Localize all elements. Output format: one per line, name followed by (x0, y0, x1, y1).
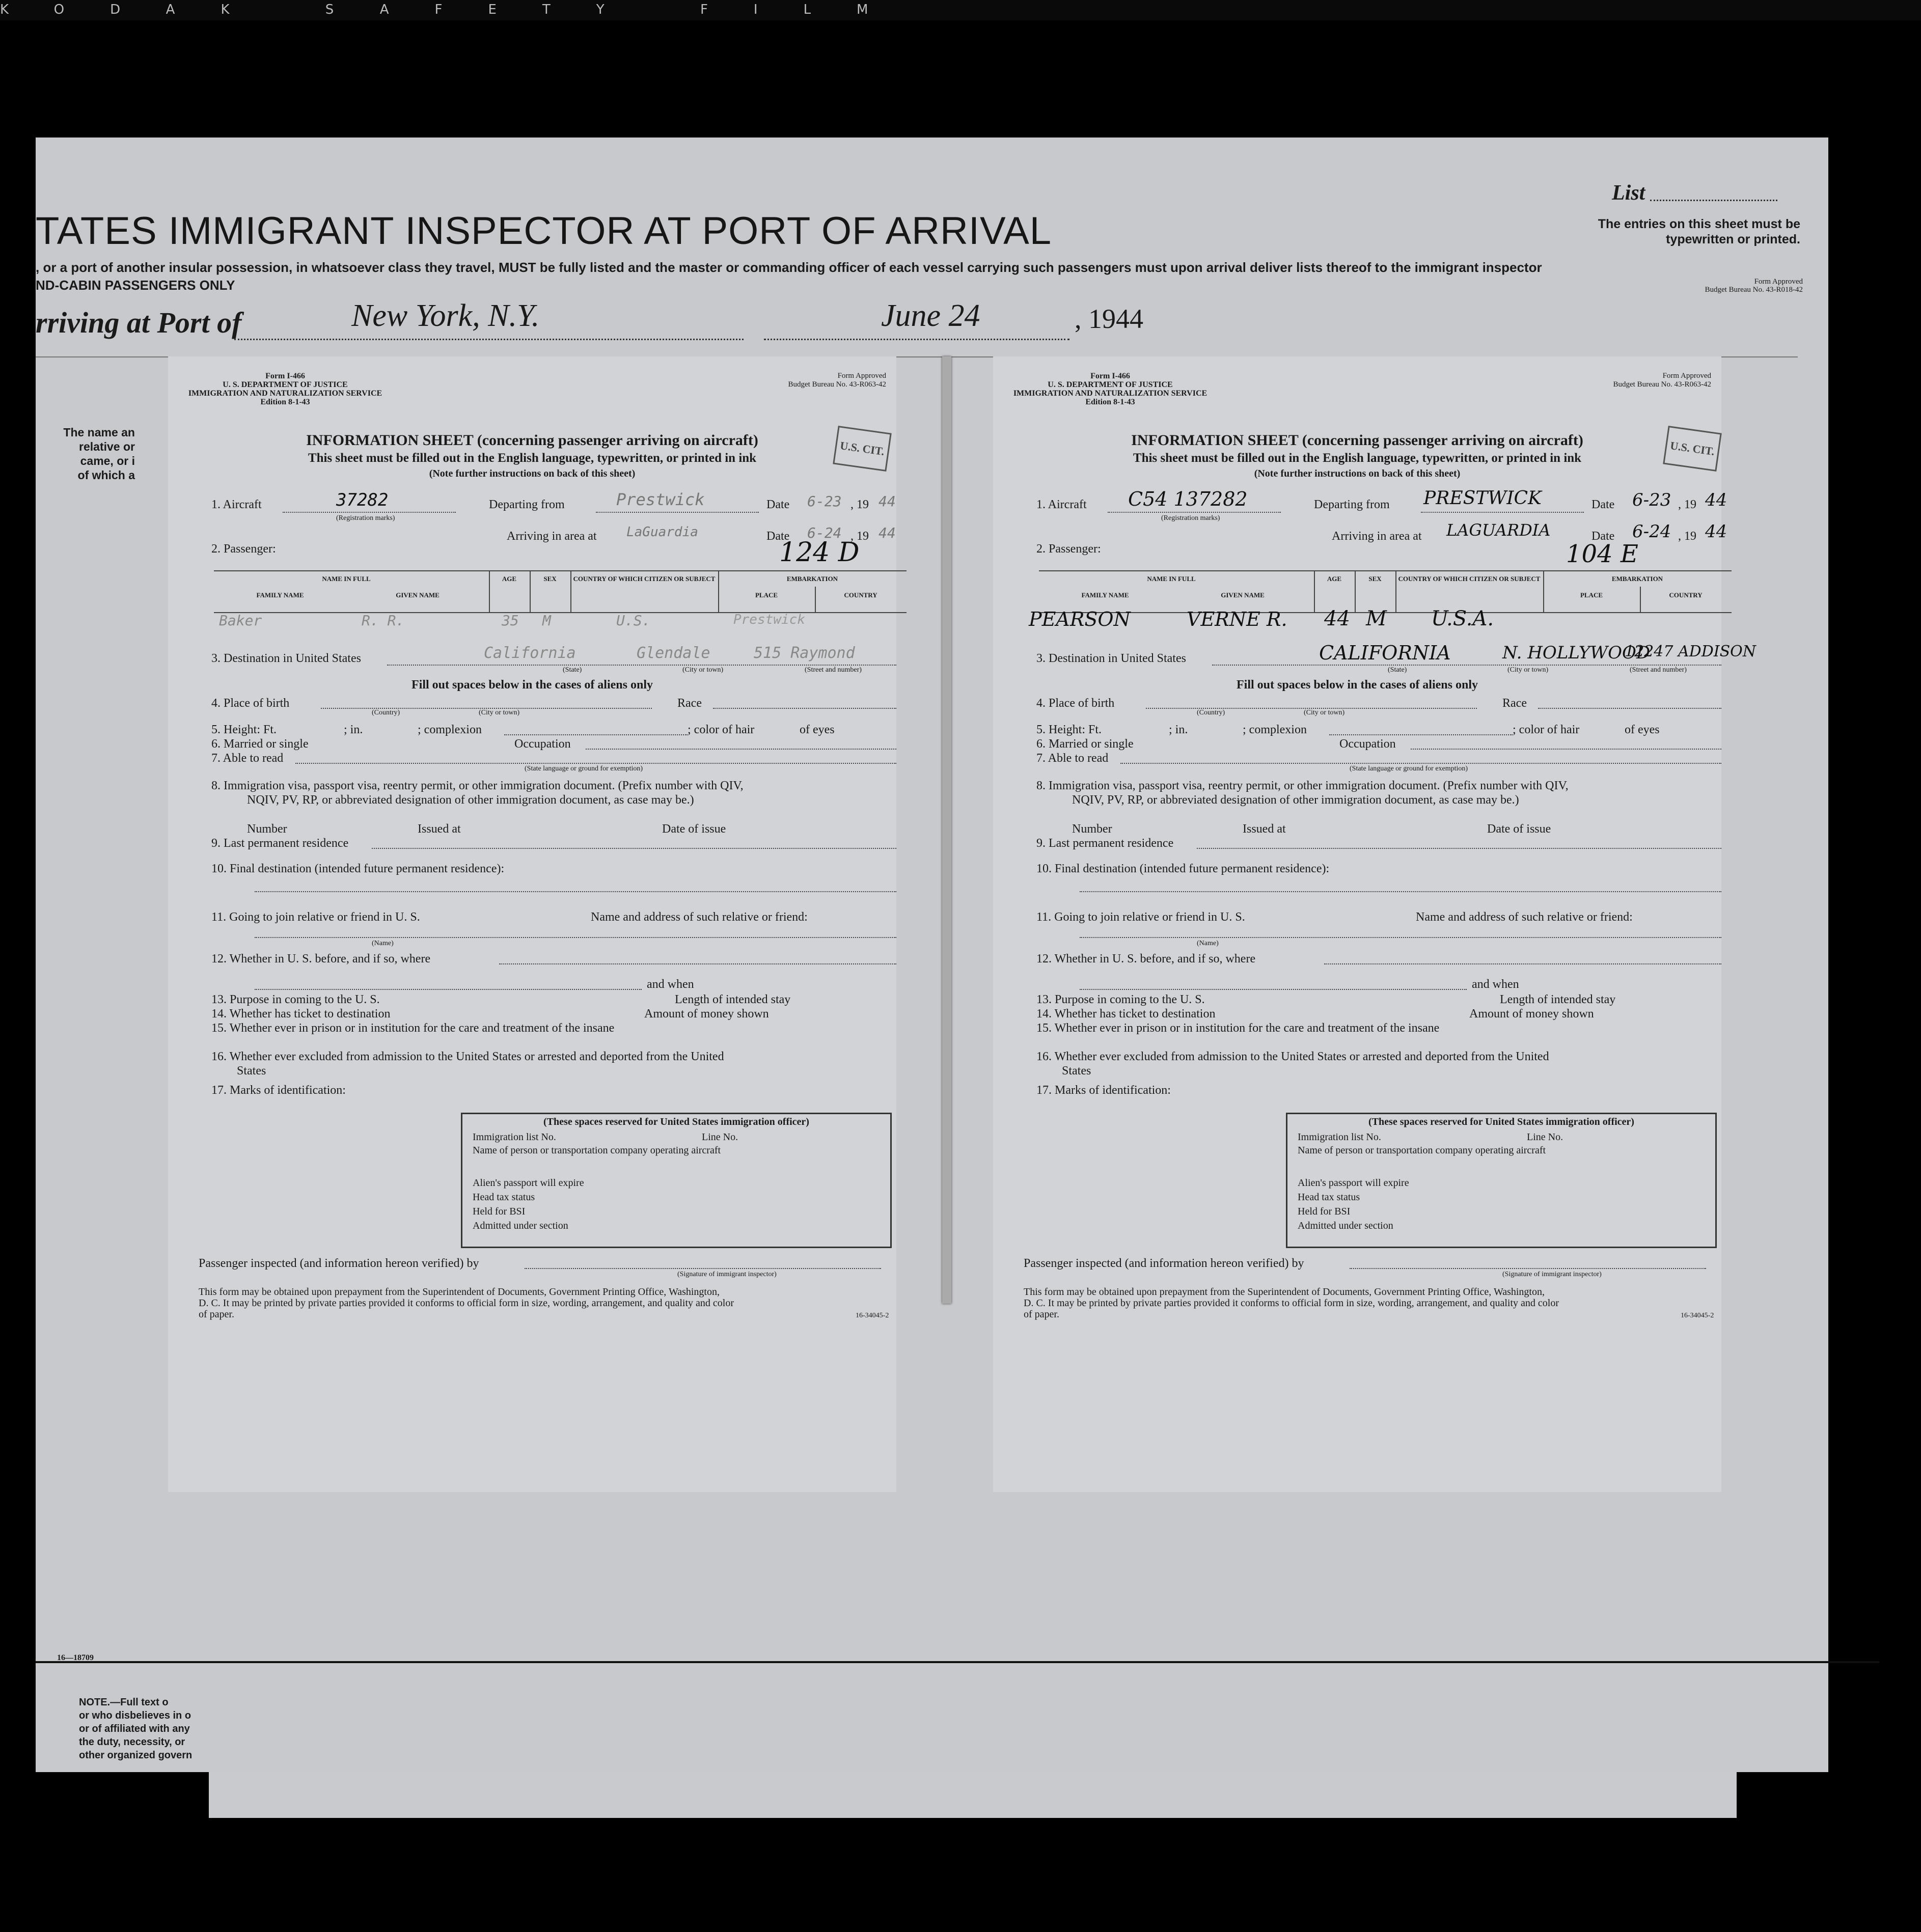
number-label: Number (247, 822, 287, 836)
sheet-title: INFORMATION SHEET (concerning passenger arriving on aircraft) (306, 432, 758, 449)
item-13: 13. Purpose in coming to the U. S. (1036, 993, 1205, 1006)
item-12: 12. Whether in U. S. before, and if so, where (1036, 952, 1256, 965)
eyes-label: of eyes (800, 723, 835, 736)
passenger-table (1029, 570, 1732, 630)
passport-label: Alien's passport will expire (1298, 1177, 1409, 1189)
list-label: List (1612, 181, 1645, 205)
item-16: 16. Whether ever excluded from admission to the United States or arrested and deported from the United (211, 1050, 724, 1063)
item-14: 14. Whether has ticket to destination (211, 1007, 391, 1020)
admitted-label: Admitted under section (1298, 1220, 1393, 1231)
item-8: 8. Immigration visa, passport visa, reentry permit, or other immigration document. (Prefix number with QIV, (1036, 779, 1569, 792)
item-10: 10. Final destination (intended future permanent residence): (211, 862, 505, 875)
money-label: Amount of money shown (1469, 1007, 1594, 1020)
sex-header: SEX (543, 575, 557, 583)
hair-label: ; color of hair (1513, 723, 1580, 736)
arrival-date-label: Date (766, 530, 790, 543)
destination-label: 3. Destination in United States (1036, 652, 1186, 665)
signature-sub: (Signature of immigrant inspector) (677, 1271, 777, 1278)
age-value: 44 (1324, 607, 1350, 630)
citizen-header: COUNTRY OF WHICH CITIZEN OR SUBJECT (573, 575, 716, 583)
destination-street: 515 Raymond (754, 644, 855, 662)
citizen-stamp: U.S. CIT. (1663, 426, 1722, 472)
occupation-label: Occupation (514, 737, 571, 751)
signature-sub: (Signature of immigrant inspector) (1502, 1271, 1602, 1278)
race-label: Race (677, 697, 702, 710)
embarkation-place-header: PLACE (755, 591, 778, 599)
citizen-header: COUNTRY OF WHICH CITIZEN OR SUBJECT (1398, 575, 1541, 583)
arriving-area-label: Arriving in area at (1332, 530, 1422, 543)
arrival-date-value: 6-24 (1632, 521, 1671, 542)
embarkation-header: EMBARKATION (786, 575, 838, 583)
sex-header: SEX (1368, 575, 1382, 583)
country-sub: (Country) (1197, 709, 1225, 716)
item-8-cont: NQIV, PV, RP, or abbreviated designation of other immigration document, as case may be.) (1072, 793, 1519, 807)
item-10: 10. Final destination (intended future permanent residence): (1036, 862, 1330, 875)
typed-note: The entries on this sheet must be typewritten or printed. (1598, 217, 1800, 246)
state-sub: (State) (1388, 666, 1407, 674)
sex-value: M (1366, 607, 1387, 630)
sheet-instruction: This sheet must be filled out in the English language, typewritten, or printed in ink (308, 451, 757, 465)
given-name-value: R. R. (362, 612, 405, 629)
departure-date: 6-23 (807, 493, 842, 510)
form-approved: Form Approved Budget Bureau No. 43-R063-42 (788, 372, 886, 389)
operator-label: Name of person or transportation company operating aircraft (1298, 1145, 1546, 1156)
length-stay-label: Length of intended stay (675, 993, 791, 1006)
and-when-label: and when (1472, 978, 1519, 991)
city-sub: (City or town) (1507, 666, 1549, 674)
departing-label: Departing from (489, 498, 565, 511)
item-15: 15. Whether ever in prison or in institution for the care and treatment of the insane (211, 1022, 615, 1035)
given-name-header: GIVEN NAME (396, 591, 440, 599)
eyes-label: of eyes (1625, 723, 1660, 736)
money-label: Amount of money shown (644, 1007, 769, 1020)
sex-value: M (542, 612, 551, 629)
date-label: Date (1591, 498, 1615, 511)
age-header: AGE (502, 575, 517, 583)
form-footer: This form may be obtained upon prepayment from the Superintendent of Documents, Government Printing Office, Washington, D. C. It may be printed by private parties provided it conforms to official form in size, wording, arrangement, and quality and color of paper. (1024, 1286, 1559, 1320)
sheet-note: (Note further instructions on back of this sheet) (1254, 468, 1461, 479)
destination-label: 3. Destination in United States (211, 652, 361, 665)
date-label: Date (766, 498, 790, 511)
item-16-cont: States (237, 1064, 266, 1078)
name-sub: (Name) (1197, 940, 1219, 947)
aircraft-label: 1. Aircraft (1036, 498, 1087, 511)
name-in-full-header: NAME IN FULL (1147, 575, 1196, 583)
street-sub: (Street and number) (1630, 666, 1687, 674)
given-name-header: GIVEN NAME (1221, 591, 1265, 599)
issued-at-label: Issued at (1243, 822, 1286, 836)
destination-state: California (484, 644, 576, 662)
complexion-label: ; complexion (418, 723, 482, 736)
left-margin-text: The name an relative or came, or i of which a (63, 426, 135, 482)
date-of-issue-label: Date of issue (662, 822, 726, 836)
destination-city: N. HOLLYWOOD (1502, 643, 1651, 663)
line-no-label: Line No. (1527, 1131, 1563, 1143)
age-value: 35 (502, 612, 519, 629)
item-7: 7. Able to read (211, 752, 284, 765)
form-number: Form I-466 U. S. DEPARTMENT OF JUSTICE IMMIGRATION AND NATURALIZATION SERVICE Edition 8-1-43 (188, 372, 382, 406)
arrival-year-value: 44 (879, 525, 896, 541)
aircraft-value: 37282 (336, 490, 389, 510)
admitted-label: Admitted under section (473, 1220, 568, 1231)
bsi-label: Held for BSI (1298, 1206, 1351, 1217)
item-6: 6. Married or single (211, 737, 309, 751)
name-in-full-header: NAME IN FULL (322, 575, 371, 583)
passenger-label: 2. Passenger: (1036, 542, 1101, 556)
relative-label: Name and address of such relative or friend: (1416, 910, 1633, 924)
family-name-value: PEARSON (1029, 608, 1131, 630)
family-name-header: FAMILY NAME (1081, 591, 1129, 599)
item-4: 4. Place of birth (211, 697, 290, 710)
street-sub: (Street and number) (805, 666, 862, 674)
film-edge-text: KODAK SAFETY FILM (0, 2, 914, 17)
citizen-value: U.S. (616, 612, 651, 629)
arrival-year-prefix: , 19 (1678, 530, 1696, 543)
given-name-value: VERNE R. (1187, 608, 1287, 630)
reserved-title: (These spaces reserved for United States immigration officer) (1368, 1116, 1634, 1127)
item-8-cont: NQIV, PV, RP, or abbreviated designation of other immigration document, as case may be.) (247, 793, 694, 807)
head-tax-label: Head tax status (473, 1192, 535, 1203)
list-number-line (1650, 200, 1777, 201)
form-footer: This form may be obtained upon prepayment from the Superintendent of Documents, Government Printing Office, Washington, D. C. It may be printed by private parties provided it conforms to official form in size, wording, arrangement, and quality and color of paper. (199, 1286, 734, 1320)
destination-city: Glendale (637, 644, 710, 662)
family-name-value: Baker (219, 612, 262, 629)
item-17: 17. Marks of identification: (1036, 1084, 1171, 1097)
item-11: 11. Going to join relative or friend in U. S. (1036, 910, 1245, 924)
departure-date: 6-23 (1632, 490, 1671, 510)
relative-label: Name and address of such relative or friend: (591, 910, 808, 924)
information-sheet-right (993, 356, 1756, 1492)
age-header: AGE (1327, 575, 1342, 583)
length-stay-label: Length of intended stay (1500, 993, 1616, 1006)
item-6: 6. Married or single (1036, 737, 1134, 751)
film-edge (0, 0, 1921, 20)
citizen-value: U.S.A. (1431, 607, 1494, 630)
departing-value: Prestwick (616, 490, 705, 509)
city-sub: (City or town) (682, 666, 724, 674)
reserved-title: (These spaces reserved for United States immigration officer) (543, 1116, 809, 1127)
aircraft-value: C54 137282 (1128, 488, 1248, 510)
seat-number: 104 E (1566, 540, 1638, 568)
race-label: Race (1502, 697, 1527, 710)
and-when-label: and when (647, 978, 694, 991)
head-tax-label: Head tax status (1298, 1192, 1360, 1203)
bottom-note: NOTE.—Full text o or who disbelieves in o or of affiliated with any the duty, necessity, or other organized govern (79, 1697, 193, 1761)
information-sheet-left (168, 356, 896, 1492)
item-13: 13. Purpose in coming to the U. S. (211, 993, 380, 1006)
embarkation-place-header: PLACE (1580, 591, 1603, 599)
item-5: 5. Height: Ft. (211, 723, 277, 736)
form-approved: Form Approved Budget Bureau No. 43-R063-42 (1613, 372, 1711, 389)
citizen-stamp: U.S. CIT. (833, 426, 892, 472)
page-fold (209, 1772, 1737, 1818)
manifest-subheading: , or a port of another insular possession, in whatsoever class they travel, MUST be fully listed and the master or commanding officer of each vessel carrying such passengers must upon arrival deliver lists thereof to the immigrant inspector (36, 260, 1542, 275)
aliens-only-label: Fill out spaces below in the cases of aliens only (411, 678, 653, 692)
list-no-label: Immigration list No. (473, 1131, 556, 1143)
number-label: Number (1072, 822, 1112, 836)
read-sub: (State language or ground for exemption) (1350, 765, 1468, 772)
footer-code: 16-34045-2 (1681, 1312, 1714, 1319)
cabin-class-label: ND-CABIN PASSENGERS ONLY (36, 278, 235, 293)
date-line (764, 339, 1069, 340)
reserved-box (1286, 1113, 1717, 1248)
line-no-label: Line No. (702, 1131, 738, 1143)
sheet-seam (942, 356, 951, 1304)
embarkation-country-header: COUNTRY (1669, 591, 1703, 599)
destination-street: 12247 ADDISON (1625, 643, 1756, 660)
budget-approval: Form Approved Budget Bureau No. 43-R018-42 (1705, 278, 1803, 294)
seat-number: 124 D (779, 537, 860, 568)
footer-code: 16-34045-2 (856, 1312, 889, 1319)
state-sub: (State) (563, 666, 582, 674)
country-sub: (Country) (372, 709, 400, 716)
page-code: 16—18709 (57, 1653, 94, 1662)
item-5: 5. Height: Ft. (1036, 723, 1102, 736)
registration-sub: (Registration marks) (336, 514, 395, 522)
registration-sub: (Registration marks) (1161, 514, 1220, 522)
arrival-year: , 1944 (1075, 303, 1143, 334)
item-15: 15. Whether ever in prison or in institution for the care and treatment of the insane (1036, 1022, 1440, 1035)
item-8: 8. Immigration visa, passport visa, reentry permit, or other immigration document. (Prefix number with QIV, (211, 779, 744, 792)
passenger-label: 2. Passenger: (211, 542, 276, 556)
item-9: 9. Last permanent residence (211, 837, 349, 850)
city-sub-2: (City or town) (1304, 709, 1345, 716)
departing-line (596, 512, 759, 513)
arrival-year-value: 44 (1705, 521, 1727, 542)
arriving-label: rriving at Port of (36, 306, 242, 339)
inspected-label: Passenger inspected (and information hereon verified) by (199, 1257, 479, 1270)
sheet-note: (Note further instructions on back of this sheet) (429, 468, 636, 479)
name-sub: (Name) (372, 940, 394, 947)
item-14: 14. Whether has ticket to destination (1036, 1007, 1216, 1020)
item-9: 9. Last permanent residence (1036, 837, 1174, 850)
sheet-instruction: This sheet must be filled out in the English language, typewritten, or printed in ink (1133, 451, 1582, 465)
departing-value: PRESTWICK (1423, 488, 1542, 509)
year-prefix: , 19 (1678, 498, 1696, 511)
date-of-issue-label: Date of issue (1487, 822, 1551, 836)
read-sub: (State language or ground for exemption) (525, 765, 643, 772)
sheet-title: INFORMATION SHEET (concerning passenger arriving on aircraft) (1131, 432, 1583, 449)
destination-state: CALIFORNIA (1319, 642, 1451, 664)
issued-at-label: Issued at (418, 822, 461, 836)
item-11: 11. Going to join relative or friend in U. S. (211, 910, 420, 924)
passport-label: Alien's passport will expire (473, 1177, 584, 1189)
embarkation-header: EMBARKATION (1611, 575, 1663, 583)
departing-label: Departing from (1314, 498, 1390, 511)
arriving-area-value: LAGUARDIA (1446, 520, 1551, 540)
family-name-header: FAMILY NAME (256, 591, 304, 599)
form-number: Form I-466 U. S. DEPARTMENT OF JUSTICE IMMIGRATION AND NATURALIZATION SERVICE Edition 8-1-43 (1013, 372, 1208, 406)
item-16-cont: States (1062, 1064, 1091, 1078)
departure-year: 44 (879, 493, 896, 510)
aircraft-line (283, 512, 456, 513)
embarkation-place-value: Prestwick (733, 612, 805, 627)
bsi-label: Held for BSI (473, 1206, 526, 1217)
arrival-year-prefix: , 19 (850, 530, 869, 543)
item-7: 7. Able to read (1036, 752, 1109, 765)
arrival-date-label: Date (1591, 530, 1615, 543)
arrival-date-value: 6-24 (807, 525, 842, 541)
year-prefix: , 19 (850, 498, 869, 511)
aliens-only-label: Fill out spaces below in the cases of aliens only (1236, 678, 1478, 692)
reserved-box (461, 1113, 892, 1248)
passenger-table (214, 570, 907, 627)
aircraft-label: 1. Aircraft (211, 498, 262, 511)
arriving-area-value: LaGuardia (626, 525, 698, 540)
departure-year: 44 (1705, 490, 1727, 510)
inches-label: ; in. (1169, 723, 1188, 736)
city-sub-2: (City or town) (479, 709, 520, 716)
manifest-title: TATES IMMIGRANT INSPECTOR AT PORT OF ARRIVAL (36, 209, 1052, 253)
inches-label: ; in. (344, 723, 363, 736)
hair-label: ; color of hair (688, 723, 755, 736)
item-12: 12. Whether in U. S. before, and if so, where (211, 952, 431, 965)
embarkation-country-header: COUNTRY (844, 591, 877, 599)
operator-label: Name of person or transportation company operating aircraft (473, 1145, 721, 1156)
occupation-label: Occupation (1339, 737, 1396, 751)
item-4: 4. Place of birth (1036, 697, 1115, 710)
complexion-label: ; complexion (1243, 723, 1307, 736)
inspected-label: Passenger inspected (and information hereon verified) by (1024, 1257, 1304, 1270)
arriving-area-label: Arriving in area at (507, 530, 597, 543)
page-bottom-edge (36, 1661, 1879, 1663)
port-line (234, 339, 744, 340)
arrival-date: June 24 (881, 298, 980, 333)
port-value: New York, N.Y. (351, 298, 540, 333)
item-17: 17. Marks of identification: (211, 1084, 346, 1097)
list-no-label: Immigration list No. (1298, 1131, 1381, 1143)
item-16: 16. Whether ever excluded from admission to the United States or arrested and deported from the United (1036, 1050, 1549, 1063)
